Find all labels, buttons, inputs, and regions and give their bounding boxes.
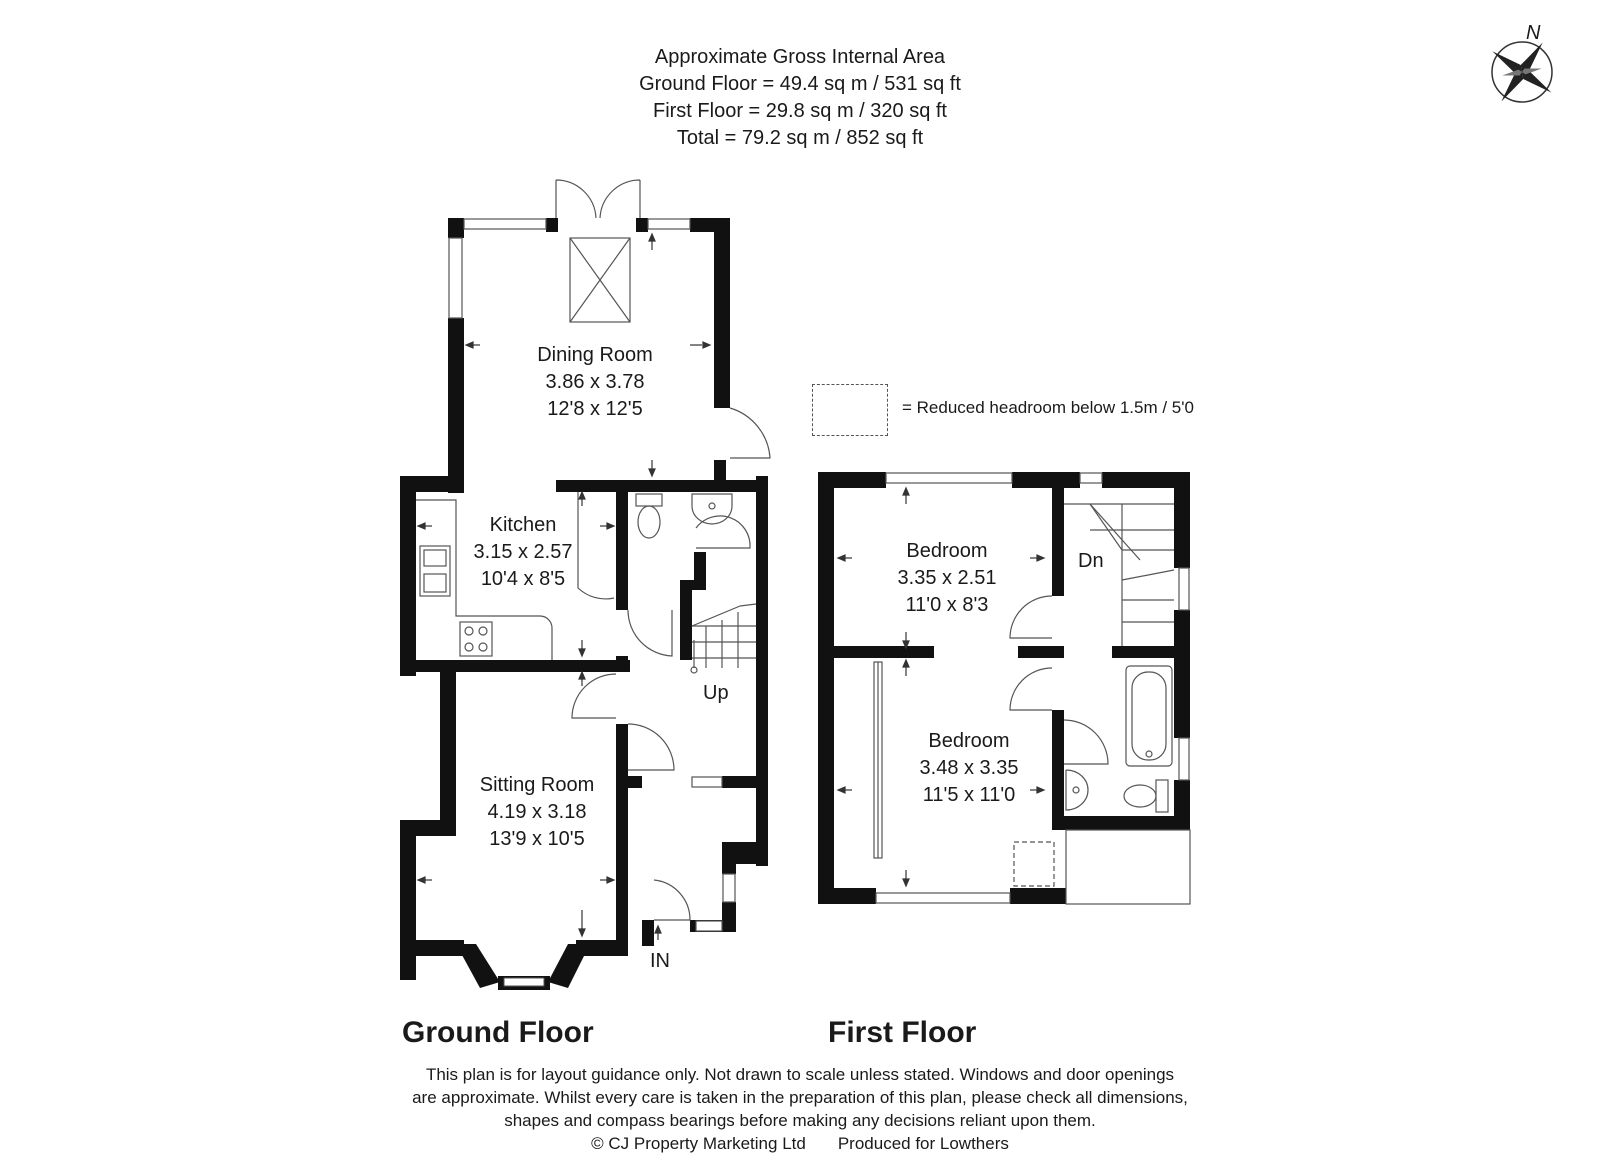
room-name: Bedroom <box>928 730 1010 752</box>
wall-segment <box>636 218 648 232</box>
produced-for: Produced for Lowthers <box>837 1134 1009 1153</box>
room-name: Kitchen <box>489 514 557 536</box>
area-title: Approximate Gross Internal Area <box>654 46 946 68</box>
ground-floor-walls <box>400 218 768 980</box>
window <box>886 473 1012 483</box>
copyright: © CJ Property Marketing Ltd <box>591 1134 806 1153</box>
window <box>696 921 722 931</box>
room-imperial: 11'5 x 11'0 <box>922 784 1016 806</box>
room-name: Bedroom <box>906 540 988 562</box>
wall-segment <box>1012 472 1080 488</box>
north-label: N <box>1526 22 1541 44</box>
skylight <box>570 238 630 322</box>
disclaimer <box>300 1063 1300 1155</box>
wc <box>1124 780 1168 812</box>
wall-segment <box>680 580 694 590</box>
compass-icon <box>1480 22 1570 112</box>
wall-segment <box>1174 472 1190 568</box>
room-imperial: 13'9 x 10'5 <box>489 828 585 850</box>
ground-floor-title: Ground Floor <box>402 1016 594 1049</box>
wall-segment <box>400 940 464 956</box>
area-total: Total = 79.2 sq m / 852 sq ft <box>676 127 924 149</box>
french-doors <box>556 180 640 218</box>
disclaimer-line-3: shapes and compass bearings before making any decisions reliant upon them. <box>504 1111 1096 1130</box>
window <box>1179 738 1189 780</box>
disclaimer-line-1: This plan is for layout guidance only. Not drawn to scale unless stated. Windows and door openings <box>425 1065 1175 1084</box>
window <box>449 238 462 318</box>
bay-window <box>456 944 590 990</box>
wall-segment <box>818 888 876 904</box>
wall-segment <box>756 476 768 866</box>
wall-segment <box>680 580 692 660</box>
room-imperial: 12'8 x 12'5 <box>547 398 643 420</box>
wall-segment <box>642 920 654 946</box>
entrance-label: IN <box>650 950 670 972</box>
wall-segment <box>714 218 730 408</box>
first-stairs <box>1064 504 1174 646</box>
wall-segment <box>1112 646 1190 658</box>
wall-segment <box>722 842 736 874</box>
room-name: Dining Room <box>537 344 653 366</box>
area-first: First Floor = 29.8 sq m / 320 sq ft <box>652 100 947 122</box>
wall-segment <box>834 646 934 658</box>
room-name: Sitting Room <box>479 774 595 796</box>
ground-stairs <box>691 604 756 673</box>
wall-segment <box>722 776 762 788</box>
wall-segment <box>546 218 558 232</box>
area-summary <box>450 44 1150 152</box>
window <box>648 219 690 229</box>
window <box>1179 568 1189 610</box>
wall-segment <box>448 318 464 493</box>
wall-segment <box>616 656 628 672</box>
room-imperial: 10'4 x 8'5 <box>480 568 566 590</box>
window <box>1080 473 1102 483</box>
room-label-bedroom-2 <box>884 728 1054 809</box>
room-metric: 3.35 x 2.51 <box>897 567 997 589</box>
reduced-headroom-area <box>1014 842 1054 886</box>
room-metric: 3.48 x 3.35 <box>919 757 1019 779</box>
room-label-kitchen <box>438 512 608 593</box>
basin <box>692 494 732 524</box>
room-imperial: 11'0 x 8'3 <box>905 594 989 616</box>
lower-roof-outline <box>1066 830 1190 904</box>
legend-swatch <box>812 384 888 436</box>
basin <box>1066 770 1088 810</box>
bathroom-fittings <box>1066 666 1172 812</box>
room-label-bedroom-1 <box>862 538 1032 619</box>
disclaimer-line-2: are approximate. Whilst every care is taken in the preparation of this plan, please check all dimensions, <box>412 1088 1188 1107</box>
wall-segment <box>628 776 642 788</box>
wall-segment <box>1010 888 1066 904</box>
hob <box>460 622 492 656</box>
room-metric: 3.15 x 2.57 <box>473 541 573 563</box>
wall-segment <box>400 660 630 672</box>
window <box>876 893 1010 903</box>
wall-segment <box>818 472 834 904</box>
credits <box>300 1132 1300 1155</box>
room-label-dining <box>510 342 680 423</box>
window <box>464 219 546 229</box>
legend-text: = Reduced headroom below 1.5m / 5'0 <box>902 398 1194 417</box>
stairs-up-label: Up <box>703 682 729 704</box>
wall-segment <box>1174 610 1190 738</box>
wall-segment <box>1018 646 1064 658</box>
wall-segment <box>694 552 706 590</box>
stairs-down-label: Dn <box>1078 550 1104 572</box>
wall-segment <box>616 480 628 610</box>
wc <box>636 494 662 538</box>
first-floor-title: First Floor <box>828 1016 977 1049</box>
wardrobe <box>874 662 882 858</box>
room-metric: 3.86 x 3.78 <box>545 371 645 393</box>
room-label-sitting <box>452 772 622 853</box>
wall-segment <box>1052 816 1190 830</box>
wall-segment <box>1052 472 1064 596</box>
area-ground: Ground Floor = 49.4 sq m / 531 sq ft <box>639 73 961 95</box>
wall-segment <box>556 480 766 492</box>
room-metric: 4.19 x 3.18 <box>487 801 587 823</box>
window <box>692 777 722 787</box>
wall-segment <box>448 218 464 238</box>
wall-segment <box>400 476 416 676</box>
window <box>723 874 735 902</box>
